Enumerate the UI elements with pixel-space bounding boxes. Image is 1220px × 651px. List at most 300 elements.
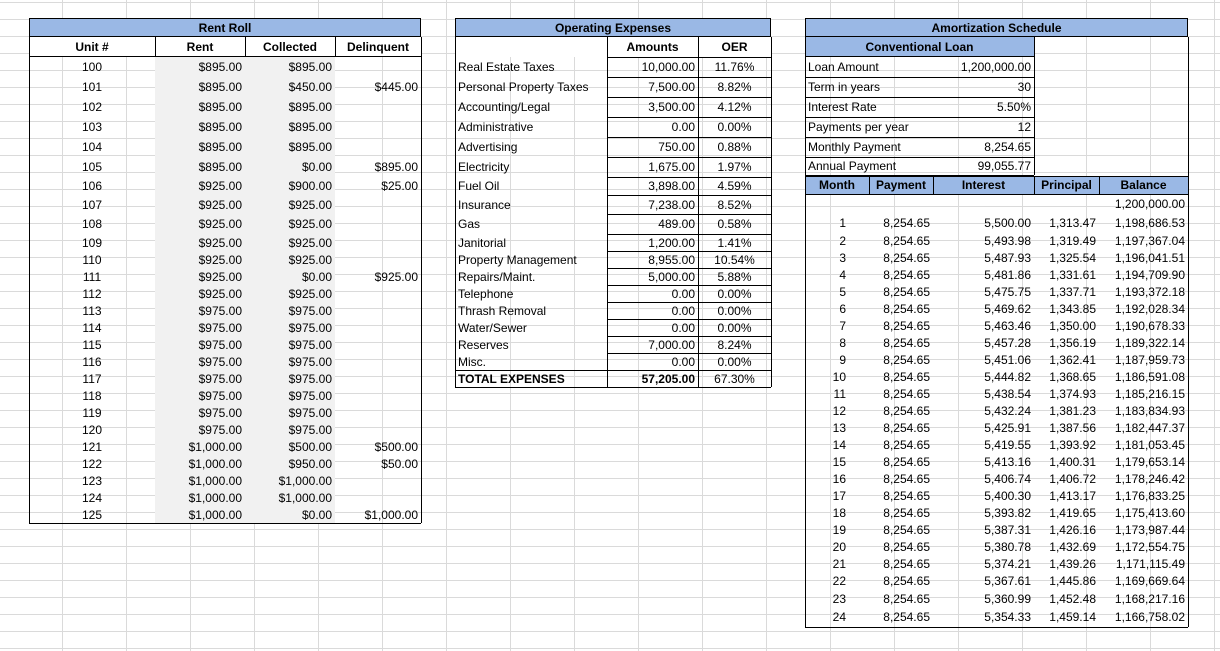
rent-roll-cell[interactable]: 121	[81, 439, 103, 454]
rent-roll-cell[interactable]: $925.00	[245, 234, 335, 251]
loan-param-label: Monthly Payment	[808, 140, 901, 154]
amortization-header: Interest	[933, 176, 1034, 194]
amortization-cell[interactable]: 1,187,959.73	[1114, 352, 1185, 367]
amortization-cell[interactable]: 1,197,367.04	[1114, 233, 1185, 248]
rent-roll-cell[interactable]: 118	[82, 388, 102, 403]
amortization-cell[interactable]: 5	[839, 284, 846, 299]
rent-roll-cell[interactable]	[335, 387, 421, 404]
amortization-cell[interactable]: 1,337.71	[1049, 284, 1096, 299]
amortization-header: Balance	[1099, 176, 1188, 194]
amortization-cell[interactable]: 16	[832, 471, 846, 486]
expense-amount[interactable]: 10,000.00	[641, 60, 695, 74]
amortization-cell[interactable]: 1,176,833.25	[1114, 488, 1185, 503]
expense-oer[interactable]: 5.88%	[717, 269, 752, 284]
rent-roll-cell[interactable]: 101	[81, 80, 103, 94]
border-line	[698, 37, 699, 387]
amortization-cell[interactable]: 3	[839, 250, 846, 265]
rent-roll-cell[interactable]: $925.00	[155, 195, 245, 214]
amortization-cell[interactable]: 1,350.00	[1049, 318, 1096, 333]
rent-roll-cell[interactable]: $950.00	[245, 455, 335, 472]
amortization-cell[interactable]: 1,181,053.45	[1114, 437, 1185, 452]
rent-roll-cell[interactable]: $975.00	[155, 353, 245, 370]
rent-roll-cell[interactable]: 102	[81, 100, 103, 114]
rent-roll-cell[interactable]	[335, 319, 421, 336]
border-line	[607, 37, 608, 387]
amortization-cell[interactable]: 1,413.17	[1049, 488, 1096, 503]
border-line	[771, 37, 772, 387]
expense-label: Advertising	[458, 140, 518, 154]
rent-roll-cell[interactable]: $925.00	[155, 234, 245, 251]
amortization-cell[interactable]: 11	[833, 386, 846, 401]
amortization-cell[interactable]: 8,254.65	[883, 454, 930, 469]
loan-param-value[interactable]: 5.50%	[996, 100, 1031, 114]
amortization-cell[interactable]: 5,475.75	[984, 284, 1031, 299]
amortization-cell[interactable]: 1,192,028.34	[1114, 301, 1185, 316]
amortization-cell[interactable]: 1,393.92	[1049, 437, 1096, 452]
rent-roll-cell[interactable]: $925.00	[245, 195, 335, 214]
expense-amount[interactable]: 0.00	[671, 320, 695, 335]
rent-roll-cell[interactable]: $975.00	[155, 319, 245, 336]
amortization-cell[interactable]: 1,406.72	[1049, 471, 1096, 486]
rent-roll-cell[interactable]	[335, 195, 421, 214]
amortization-cell[interactable]: 1,419.65	[1049, 505, 1096, 520]
amortization-cell[interactable]: 8,254.65	[883, 610, 930, 624]
rent-roll-cell[interactable]: 113	[82, 303, 102, 318]
amortization-cell[interactable]: 8,254.65	[883, 471, 930, 486]
amortization-cell[interactable]: 1,331.61	[1049, 267, 1096, 282]
rent-roll-cell[interactable]: 111	[82, 269, 102, 284]
loan-param-value[interactable]: 30	[1017, 80, 1031, 94]
loan-param-label: Interest Rate	[808, 100, 877, 114]
expense-amount[interactable]: 7,000.00	[648, 337, 695, 352]
amortization-cell[interactable]: 1,445.86	[1049, 574, 1096, 588]
rent-roll-cell[interactable]: $895.00	[155, 97, 245, 117]
expense-oer[interactable]: 0.88%	[717, 140, 752, 154]
rent-roll-cell[interactable]	[335, 336, 421, 353]
rent-roll-cell[interactable]: $1,000.00	[155, 455, 245, 472]
rent-roll-cell[interactable]: $1,000.00	[155, 472, 245, 489]
rent-roll-cell[interactable]: $925.00	[155, 177, 245, 195]
amortization-cell[interactable]: 1,171,115.49	[1115, 556, 1185, 571]
amortization-cell[interactable]: 1	[839, 216, 846, 230]
expense-amount[interactable]: 7,238.00	[648, 197, 695, 212]
rent-roll-cell[interactable]	[335, 97, 421, 117]
rent-roll-cell[interactable]	[335, 370, 421, 387]
border-line	[29, 37, 30, 523]
expense-amount[interactable]: 7,500.00	[648, 80, 695, 94]
rent-roll-cell[interactable]: $975.00	[155, 421, 245, 438]
rent-roll-cell[interactable]	[335, 234, 421, 251]
amortization-cell[interactable]: 8,254.65	[883, 522, 930, 537]
amortization-cell[interactable]: 5,374.21	[984, 556, 1031, 571]
border-line	[245, 37, 246, 56]
rent-roll-cell[interactable]: $925.00	[374, 269, 418, 284]
loan-param-value[interactable]: 12	[1017, 120, 1031, 134]
amortization-cell[interactable]: 5,419.55	[984, 437, 1031, 452]
expense-oer[interactable]: 1.97%	[717, 160, 752, 174]
amortization-cell[interactable]: 1,168,217.16	[1114, 591, 1185, 606]
amortization-cell[interactable]: 1,439.26	[1049, 556, 1096, 571]
rent-roll-cell[interactable]: $450.00	[245, 77, 335, 97]
amortization-cell[interactable]: 1,381.23	[1049, 403, 1096, 418]
amortization-cell[interactable]: 5,469.62	[984, 301, 1031, 316]
amortization-cell[interactable]: 1,196,041.51	[1114, 250, 1185, 265]
rent-roll-cell[interactable]: $895.00	[155, 157, 245, 177]
rent-roll-cell[interactable]: $925.00	[245, 251, 335, 268]
rent-roll-cell[interactable]: 115	[82, 337, 102, 352]
amortization-cell[interactable]: 5,413.16	[984, 454, 1031, 469]
expense-oer[interactable]: 0.00%	[717, 286, 752, 301]
amortization-cell[interactable]: 1,198,686.53	[1114, 216, 1185, 230]
amortization-cell[interactable]: 1,172,554.75	[1114, 539, 1185, 554]
expense-oer[interactable]: 8.24%	[717, 337, 752, 352]
rent-roll-cell[interactable]	[335, 285, 421, 302]
rent-roll-cell[interactable]: $895.00	[245, 137, 335, 157]
expense-amount[interactable]: 1,675.00	[648, 160, 695, 174]
expense-amount[interactable]: 3,898.00	[648, 179, 695, 193]
expense-amount[interactable]: 0.00	[671, 303, 695, 318]
rent-roll-cell[interactable]: $0.00	[245, 268, 335, 285]
expense-label: Water/Sewer	[458, 320, 527, 335]
expense-label: Thrash Removal	[458, 303, 547, 318]
amortization-cell[interactable]: 17	[832, 488, 846, 503]
amortization-cell[interactable]: 5,380.78	[984, 539, 1031, 554]
amortization-cell[interactable]: 8,254.65	[883, 318, 930, 333]
amortization-cell[interactable]: 5,400.30	[984, 488, 1031, 503]
loan-param-value[interactable]: 99,055.77	[977, 159, 1031, 173]
rent-roll-header: Delinquent	[335, 37, 421, 56]
amortization-cell[interactable]: 8,254.65	[883, 250, 930, 265]
expense-amount[interactable]: 8,955.00	[648, 252, 695, 267]
amortization-cell[interactable]: 14	[832, 437, 846, 452]
rent-roll-cell[interactable]: $445.00	[374, 80, 418, 94]
rent-roll-cell[interactable]	[335, 117, 421, 137]
amortization-cell[interactable]: 5,487.93	[984, 250, 1031, 265]
amortization-cell[interactable]: 8,254.65	[883, 335, 930, 350]
rent-roll-cell[interactable]: $25.00	[381, 179, 418, 193]
rent-roll-cell[interactable]: $500.00	[245, 438, 335, 455]
amortization-title: Amortization Schedule	[805, 18, 1188, 37]
expense-oer[interactable]: 1.41%	[717, 235, 752, 250]
amortization-cell[interactable]: 5,367.61	[984, 574, 1031, 588]
rent-roll-cell[interactable]: $975.00	[245, 421, 335, 438]
amortization-cell[interactable]: 1,400.31	[1049, 454, 1096, 469]
amortization-cell[interactable]: 8,254.65	[883, 591, 930, 606]
rent-roll-cell[interactable]: $975.00	[155, 404, 245, 421]
expense-label: Accounting/Legal	[458, 100, 551, 114]
rent-roll-cell[interactable]	[335, 353, 421, 370]
rent-roll-cell[interactable]: $975.00	[155, 302, 245, 319]
amortization-cell[interactable]: 8,254.65	[883, 505, 930, 520]
amortization-cell[interactable]: 1,189,322.14	[1114, 335, 1185, 350]
expense-amount[interactable]: 750.00	[658, 140, 695, 154]
amortization-cell[interactable]: 5,444.82	[984, 369, 1031, 384]
rent-roll-header: Collected	[245, 37, 335, 56]
expense-oer[interactable]: 11.76%	[714, 60, 755, 74]
rent-roll-cell[interactable]: $895.00	[245, 57, 335, 77]
amortization-cell[interactable]: 8,254.65	[883, 386, 930, 401]
rent-roll-cell[interactable]: $0.00	[245, 506, 335, 523]
rent-roll-cell[interactable]	[335, 472, 421, 489]
rent-roll-cell[interactable]: $1,000.00	[155, 438, 245, 455]
expense-oer[interactable]: 8.52%	[717, 197, 752, 212]
expense-oer[interactable]: 4.12%	[717, 100, 752, 114]
amortization-cell[interactable]: 1,459.14	[1049, 610, 1096, 624]
rent-roll-cell[interactable]: 108	[81, 217, 103, 231]
rent-roll-cell[interactable]: $50.00	[381, 456, 418, 471]
amortization-cell[interactable]: 5,451.06	[984, 352, 1031, 367]
expense-oer[interactable]: 0.00%	[717, 120, 752, 134]
rent-roll-cell[interactable]: $925.00	[245, 285, 335, 302]
amortization-cell[interactable]: 5,463.46	[984, 318, 1031, 333]
amortization-cell[interactable]: 5,493.98	[984, 233, 1031, 248]
amortization-cell[interactable]: 1,325.54	[1049, 250, 1096, 265]
rent-roll-cell[interactable]: $975.00	[245, 387, 335, 404]
expenses-header: Amounts	[607, 37, 698, 57]
amortization-cell[interactable]: 5,457.28	[984, 335, 1031, 350]
amortization-cell[interactable]: 5,354.33	[984, 610, 1031, 624]
amortization-cell[interactable]: 20	[832, 539, 846, 554]
amortization-cell[interactable]: 1,190,678.33	[1114, 318, 1185, 333]
amortization-cell[interactable]: 23	[832, 591, 846, 606]
expense-label: Personal Property Taxes	[458, 80, 589, 94]
amortization-cell[interactable]: 1,179,653.14	[1114, 454, 1185, 469]
amortization-cell[interactable]: 1,182,447.37	[1114, 420, 1185, 435]
amortization-cell[interactable]: 1,183,834.93	[1114, 403, 1185, 418]
amortization-cell[interactable]: 15	[832, 454, 846, 469]
amortization-cell[interactable]: 1,368.65	[1049, 369, 1096, 384]
expense-amount[interactable]: 0.00	[671, 120, 695, 134]
rent-roll-cell[interactable]: 123	[81, 473, 103, 488]
amortization-cell[interactable]: 1,186,591.08	[1114, 369, 1185, 384]
border-line	[1034, 176, 1035, 194]
loan-param-value[interactable]: 8,254.65	[984, 140, 1031, 154]
rent-roll-cell[interactable]: $925.00	[155, 214, 245, 234]
loan-param-label: Payments per year	[808, 120, 909, 134]
rent-roll-cell[interactable]: 125	[81, 507, 103, 522]
amortization-cell[interactable]: 1,313.47	[1049, 216, 1096, 230]
rent-roll-cell[interactable]: 124	[81, 490, 103, 505]
rent-roll-cell[interactable]	[335, 421, 421, 438]
rent-roll-cell[interactable]: $925.00	[245, 214, 335, 234]
amortization-cell[interactable]: 8,254.65	[883, 301, 930, 316]
amortization-cell[interactable]: 1,175,413.60	[1114, 505, 1185, 520]
amortization-cell[interactable]: 8,254.65	[883, 420, 930, 435]
rent-roll-cell[interactable]: $1,000.00	[245, 489, 335, 506]
rent-roll-cell[interactable]	[335, 214, 421, 234]
amortization-cell[interactable]: 1,374.93	[1049, 386, 1096, 401]
amortization-cell[interactable]: 8,254.65	[883, 539, 930, 554]
amortization-cell[interactable]: 1,432.69	[1049, 539, 1096, 554]
amortization-cell[interactable]: 24	[832, 610, 846, 624]
rent-roll-cell[interactable]: 104	[81, 140, 103, 154]
amortization-cell[interactable]: 19	[832, 522, 846, 537]
amortization-cell[interactable]: 7	[839, 318, 846, 333]
expense-amount[interactable]: 489.00	[658, 217, 695, 231]
rent-roll-cell[interactable]	[335, 302, 421, 319]
rent-roll-cell[interactable]: $895.00	[155, 117, 245, 137]
expense-label: Repairs/Maint.	[458, 269, 536, 284]
amortization-cell[interactable]: 1,194,709.90	[1114, 267, 1185, 282]
amortization-cell[interactable]: 8,254.65	[883, 556, 930, 571]
expense-amount[interactable]: 5,000.00	[648, 269, 695, 284]
amortization-cell[interactable]: 6	[839, 301, 846, 316]
rent-roll-cell[interactable]	[335, 57, 421, 77]
rent-roll-cell[interactable]: $975.00	[155, 370, 245, 387]
expense-oer[interactable]: 10.54%	[714, 252, 755, 267]
total-expenses-oer[interactable]: 67.30%	[714, 371, 755, 386]
rent-roll-cell[interactable]: 100	[81, 60, 103, 74]
rent-roll-cell[interactable]: $500.00	[374, 439, 418, 454]
expense-oer[interactable]: 0.00%	[717, 354, 752, 369]
rent-roll-cell[interactable]: $975.00	[155, 336, 245, 353]
amortization-cell[interactable]: 8,254.65	[883, 352, 930, 367]
amortization-cell[interactable]: 8,254.65	[883, 369, 930, 384]
rent-roll-cell[interactable]: 106	[81, 179, 103, 193]
rent-roll-cell[interactable]	[335, 137, 421, 157]
rent-roll-cell[interactable]: $0.00	[245, 157, 335, 177]
expense-oer[interactable]: 0.00%	[717, 320, 752, 335]
amortization-cell[interactable]: 9	[839, 352, 846, 367]
amortization-cell[interactable]: 5,500.00	[984, 216, 1031, 230]
expense-oer[interactable]: 0.58%	[717, 217, 752, 231]
border-line	[805, 37, 806, 627]
rent-roll-cell[interactable]: $975.00	[245, 336, 335, 353]
rent-roll-cell[interactable]: $975.00	[245, 302, 335, 319]
amortization-cell[interactable]: 10	[832, 369, 846, 384]
rent-roll-cell[interactable]: $975.00	[245, 370, 335, 387]
rent-roll-cell[interactable]: 112	[82, 286, 102, 301]
opening-balance[interactable]: 1,200,000.00	[1114, 197, 1185, 211]
rent-roll-cell[interactable]: 109	[81, 235, 103, 250]
amortization-cell[interactable]: 1,166,758.02	[1114, 610, 1185, 624]
amortization-cell[interactable]: 18	[832, 505, 846, 520]
amortization-cell[interactable]: 1,387.56	[1049, 420, 1096, 435]
rent-roll-cell[interactable]: $975.00	[155, 387, 245, 404]
amortization-cell[interactable]: 4	[839, 267, 846, 282]
rent-roll-cell[interactable]: 107	[81, 197, 103, 212]
rent-roll-cell[interactable]: $895.00	[155, 77, 245, 97]
operating-expenses-title: Operating Expenses	[455, 18, 771, 37]
amortization-cell[interactable]: 1,362.41	[1049, 352, 1096, 367]
amortization-cell[interactable]: 2	[839, 233, 846, 248]
loan-param-value[interactable]: 1,200,000.00	[960, 60, 1031, 74]
amortization-cell[interactable]: 5,387.31	[984, 522, 1031, 537]
loan-param-label: Loan Amount	[808, 60, 879, 74]
rent-roll-cell[interactable]: 116	[82, 354, 102, 369]
expense-amount[interactable]: 1,200.00	[648, 235, 695, 250]
rent-roll-cell[interactable]: $1,000.00	[155, 506, 245, 523]
amortization-cell[interactable]: 1,343.85	[1049, 301, 1096, 316]
rent-roll-cell[interactable]: $1,000.00	[155, 489, 245, 506]
amortization-cell[interactable]: 5,360.99	[984, 591, 1031, 606]
rent-roll-cell[interactable]: 114	[82, 320, 102, 335]
expense-amount[interactable]: 0.00	[671, 286, 695, 301]
amortization-cell[interactable]: 21	[832, 556, 846, 571]
rent-roll-cell[interactable]: $895.00	[245, 117, 335, 137]
rent-roll-cell[interactable]	[335, 251, 421, 268]
rent-roll-cell[interactable]: $925.00	[155, 285, 245, 302]
rent-roll-cell[interactable]: 105	[81, 160, 103, 174]
amortization-cell[interactable]: 13	[832, 420, 846, 435]
rent-roll-cell[interactable]: $975.00	[245, 319, 335, 336]
rent-roll-cell[interactable]: 117	[82, 371, 102, 386]
border-line	[455, 387, 771, 388]
amortization-cell[interactable]: 8,254.65	[883, 403, 930, 418]
amortization-cell[interactable]: 8,254.65	[883, 233, 930, 248]
amortization-cell[interactable]: 8,254.65	[883, 574, 930, 588]
rent-roll-cell[interactable]: $1,000.00	[245, 472, 335, 489]
amortization-header: Month	[805, 176, 869, 194]
rent-roll-cell[interactable]: $925.00	[155, 251, 245, 268]
rent-roll-cell[interactable]: 103	[81, 120, 103, 134]
amortization-cell[interactable]: 8,254.65	[883, 284, 930, 299]
amortization-cell[interactable]: 1,169,669.64	[1114, 574, 1185, 588]
amortization-cell[interactable]: 1,193,372.18	[1114, 284, 1185, 299]
amortization-cell[interactable]: 8,254.65	[883, 488, 930, 503]
amortization-cell[interactable]: 12	[832, 403, 846, 418]
amortization-cell[interactable]: 5,438.54	[984, 386, 1031, 401]
rent-roll-cell[interactable]: $1,000.00	[364, 507, 418, 522]
amortization-cell[interactable]: 8	[839, 335, 846, 350]
rent-roll-cell[interactable]: 110	[82, 252, 102, 267]
amortization-cell[interactable]: 5,425.91	[984, 420, 1031, 435]
loan-param-label: Annual Payment	[808, 159, 897, 173]
border-line	[1099, 176, 1100, 194]
amortization-cell[interactable]: 1,173,987.44	[1114, 522, 1185, 537]
rent-roll-cell[interactable]: $895.00	[155, 57, 245, 77]
amortization-cell[interactable]: 1,452.48	[1049, 591, 1096, 606]
amortization-cell[interactable]: 5,393.82	[984, 505, 1031, 520]
rent-roll-cell[interactable]: 119	[82, 405, 102, 420]
total-expenses-amount[interactable]: 57,205.00	[641, 371, 695, 386]
rent-roll-title: Rent Roll	[29, 18, 421, 37]
rent-roll-cell[interactable]: $900.00	[245, 177, 335, 195]
rent-roll-cell[interactable]: $975.00	[245, 353, 335, 370]
rent-roll-cell[interactable]: $975.00	[245, 404, 335, 421]
amortization-cell[interactable]: 1,185,216.15	[1114, 386, 1185, 401]
amortization-cell[interactable]: 5,432.24	[984, 403, 1031, 418]
amortization-cell[interactable]: 8,254.65	[883, 216, 930, 230]
rent-roll-cell[interactable]: 120	[81, 422, 103, 437]
amortization-cell[interactable]: 5,406.74	[984, 471, 1031, 486]
rent-roll-cell[interactable]	[335, 489, 421, 506]
amortization-cell[interactable]: 5,481.86	[984, 267, 1031, 282]
expense-label: Janitorial	[458, 235, 507, 250]
amortization-cell[interactable]: 1,319.49	[1049, 233, 1096, 248]
rent-roll-cell[interactable]: $895.00	[245, 97, 335, 117]
expense-label: Reserves	[458, 337, 509, 352]
rent-roll-cell[interactable]: $895.00	[155, 137, 245, 157]
expenses-header	[455, 37, 607, 57]
amortization-cell[interactable]: 1,178,246.42	[1114, 471, 1185, 486]
expense-amount[interactable]: 0.00	[671, 354, 695, 369]
rent-roll-cell[interactable]: $895.00	[374, 160, 418, 174]
amortization-cell[interactable]: 1,426.16	[1049, 522, 1096, 537]
amortization-cell[interactable]: 1,356.19	[1049, 335, 1096, 350]
rent-roll-cell[interactable]: 122	[81, 456, 103, 471]
expense-oer[interactable]: 4.59%	[717, 179, 752, 193]
expense-oer[interactable]: 0.00%	[717, 303, 752, 318]
expense-oer[interactable]: 8.82%	[717, 80, 752, 94]
rent-roll-cell[interactable]: $925.00	[155, 268, 245, 285]
expense-amount[interactable]: 3,500.00	[648, 100, 695, 114]
border-line	[933, 176, 934, 194]
amortization-cell[interactable]: 8,254.65	[883, 437, 930, 452]
amortization-cell[interactable]: 8,254.65	[883, 267, 930, 282]
amortization-cell[interactable]: 22	[832, 574, 846, 588]
rent-roll-cell[interactable]	[335, 404, 421, 421]
